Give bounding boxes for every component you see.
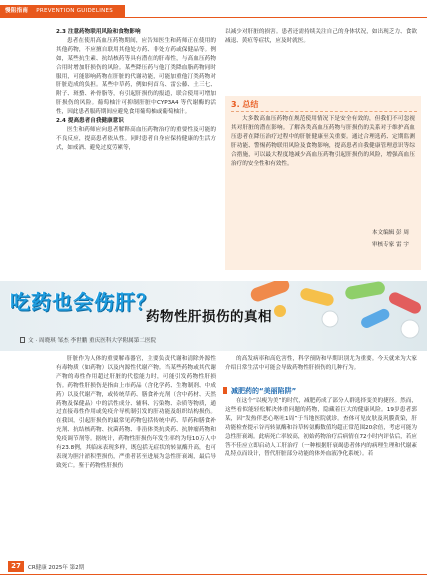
document-icon [20, 337, 25, 343]
page-number: 27 [8, 561, 24, 572]
summary-divider [231, 111, 417, 112]
top-right-intro [225, 28, 417, 46]
subsection-body-wrap [225, 397, 417, 459]
section-tag-en: PREVENTION GUIDELINES [36, 8, 114, 14]
reviewer-credit: 审核专家 雷 宇 [371, 242, 409, 248]
summary-title: 3. 总结 [231, 100, 259, 109]
top-left-column [56, 28, 216, 153]
header-divider [0, 17, 427, 18]
editor-credit: 本文编辑 彭 周 [371, 230, 409, 236]
summary-body-wrap [231, 115, 415, 168]
banner-subtitle: 药物性肝损伤的真相 [146, 309, 272, 325]
subsection-body: 在这个“以瘦为美”的时代，减肥药成了部分人群选择变美的捷径。然而，这些看似能轻松解决体重问题的药物，隐藏着巨大的健康风险。19岁患者郭某，因“发热伴恶心呕吐1周”于当地医院就诊。查体可见皮肤及巩膜黄染，肝功能检查提示谷丙转氨酶和谷草转氨酶数值均超正常范围20余倍，考虑可能为急性肝衰竭。此病死亡率较高，初始药物治疗后病情在72小时内评估后，若应答不佳应立即启动人工肝治疗（一种根据肝衰竭患者体内的病理生理和代谢紊乱特点而设计，替代肝脏部分功能的体外血液净化系统）。若 [225, 398, 417, 458]
subsection-title: 减肥药的“美丽陷阱” [231, 387, 297, 395]
bottom-left-paragraph: 肝脏作为人体的重要解毒器官，主要负责代谢和清除外源性有毒物质（如药物）以及内源性代谢产物。当某些药物或其代谢产物的毒性作用超过肝脏的代偿能力时，可能引发药物性肝损伤。药物性肝损伤是指由上市药品（含化学药、生物制剂、中成药）以及代谢产物，或传统草药、膳食补充剂（含中药材、天然药物及保健品）中的活性成分、辅料、污染物、杂质等物质，通过直接毒性作用或免疫介导机制引发的肝功能及组织结构损伤。在我国，引起肝损伤的最常见药物包括传统中药、草药和膳食补充剂、抗结核药物、抗菌药物、非甾体类抗炎药、抗肿瘤药物和免疫调节剂等。据统计，药物性肝损伤年发生率约为每10万人中有23.8例，其临床表现多样，既包括无症状的转氨酶升高，也可表现为胆汁淤积型损伤，严重者甚至进展为急性肝衰竭，最后导致死亡。鉴于药物性肝损伤 [56, 356, 216, 469]
section-tag [0, 5, 125, 17]
intro-continuation: 以减少对肝脏的损害。患者还需持续关注自己的身体状况，如出现乏力、食欲减退、黄疸等症状，应及时就医。 [225, 29, 417, 44]
section-tag-zh: 慢阻指南 [5, 8, 29, 14]
summary-body: 大多数高血压药物在规范使用情况下是安全有效的，但我们不可忽视其对肝脏的潜在影响。了解各类高血压药物与肝损伤的关系对于维护高血压患者在降压治疗过程中的肝脏健康至关重要。通过合理选药、定期监测肝功能、警惕药物联用风险及食物影响，提高患者自我健康管理意识等综合措施，可以最大程度地减少高血压药物引起肝损伤的风险，增强高血压治疗的安全性和有效性。 [231, 116, 415, 167]
author-line: 文 · 周晓琪 邹杰 李世鹏 重庆医科大学附属第二医院 [28, 338, 157, 344]
footer-divider [0, 574, 427, 575]
bottom-right-intro-wrap [225, 355, 417, 373]
paragraph-2-4: 医生和药师应向患者解释高血压药物治疗的重要性及可能的不良反应，提高患者依从性。同时患者自身应保持健康的生活方式，如戒酒、避免过度劳累等， [56, 126, 216, 151]
heading-2-4: 2.4 提高患者自我健康意识 [56, 118, 124, 125]
bottom-left-column [56, 355, 216, 471]
bottom-right-intro: 的高发病率和高危害性，科学预防和早期识别尤为重要。今天就来为大家介绍日常生活中可能会导致药物性肝损伤的几种行为。 [225, 356, 417, 371]
paragraph-2-3: 患者在使用高血压药物期间，应告知医生和药师正在使用的其他药物，不应擅自联用其他处方药、非处方药或保健品等。例如，某些抗生素、抗结核药等具有潜在的肝毒性，与高血压药物合用时增加肝损伤的风险。某些降压药与他汀类降血脂药物同时服用，可能影响药物在肝脏的代谢功能，可能加重他汀类药物对肝脏造成的负担。某些中草药，例如何首乌、雷公藤、土三七、附子、斑蝥、补骨脂等，有引起肝损伤的报道，联合使用可增加肝损伤的风险。葡萄柚汁可抑制肝脏中CYP3A4 等代谢酶的活性，因此患者服药期间应避免食用葡萄柚或葡萄柚汁。 [56, 37, 216, 116]
heading-2-3: 2.3 注意药物联用风险和食物影响 [56, 29, 141, 35]
magazine-issue: CR健康 2025年 第2期 [28, 565, 85, 571]
subhead-marker [223, 387, 227, 394]
banner-title: 吃药也会伤肝？ [10, 290, 157, 314]
